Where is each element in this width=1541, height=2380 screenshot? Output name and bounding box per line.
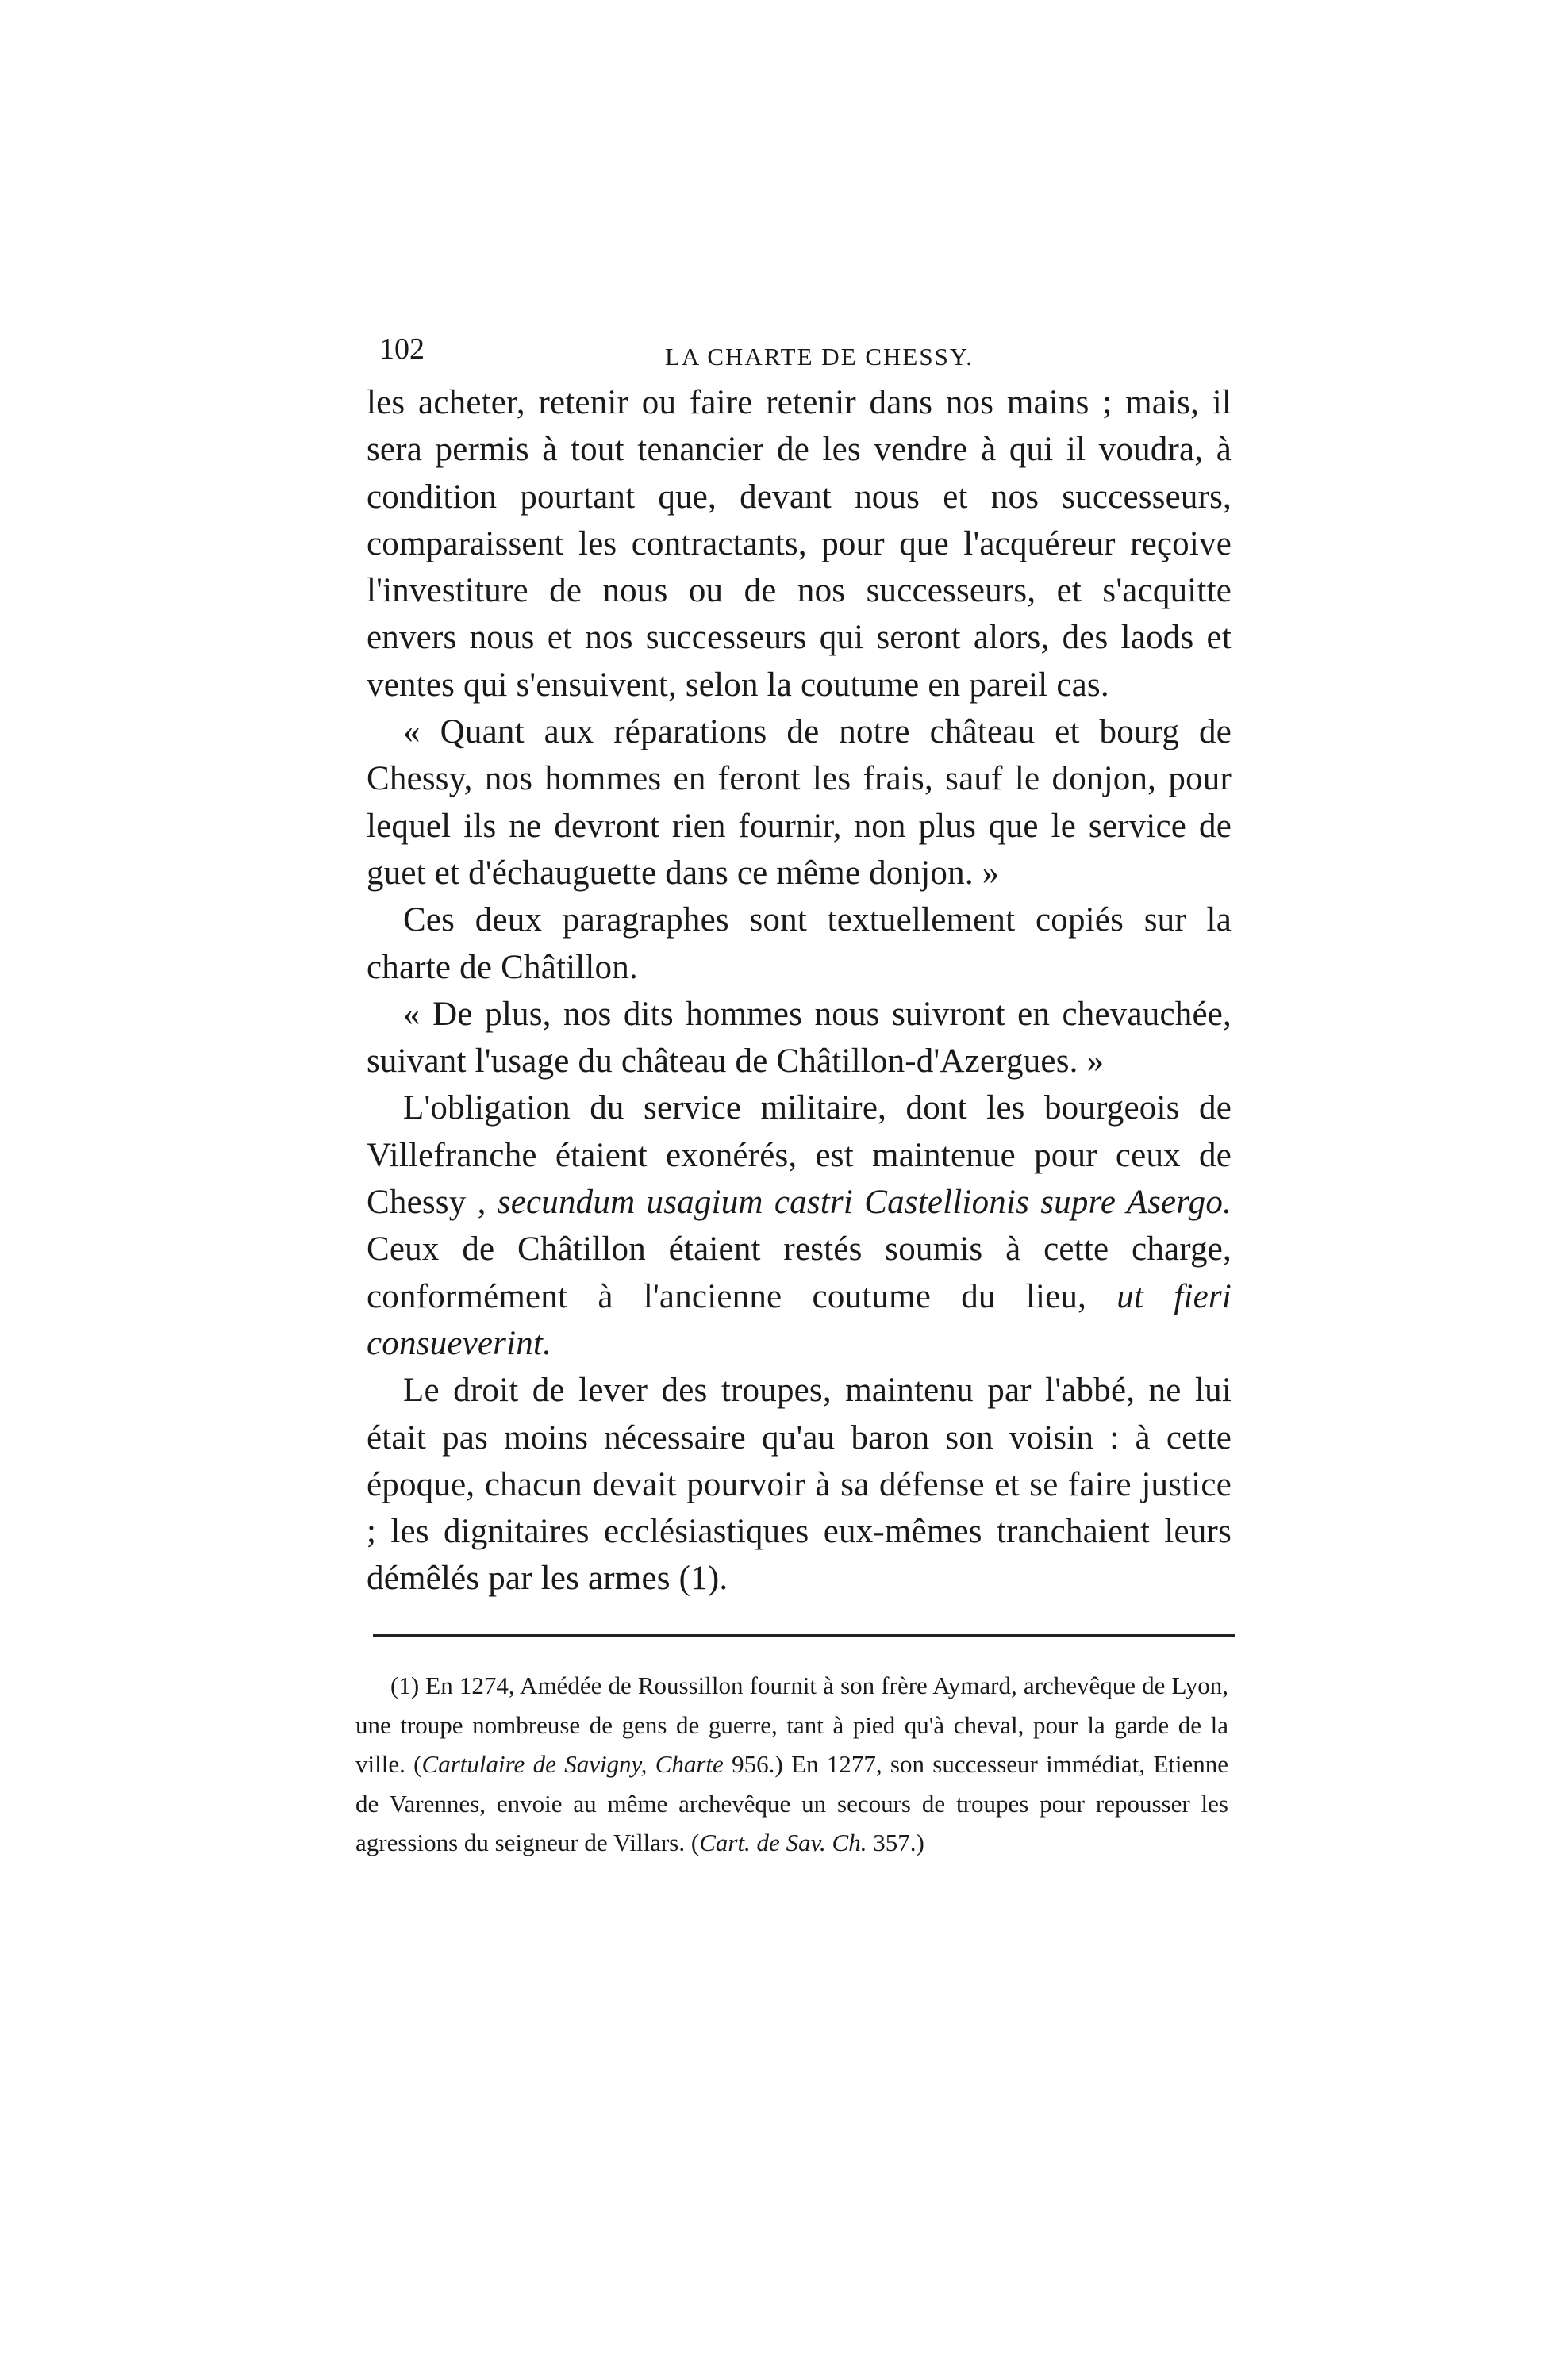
footnote-text-c: 956.) En 1277, son successeur immédiat, Etienne de Varennes, envoie au même archevêque un secours de troupes pour repousser les agressions du seigneur de Villars. ( xyxy=(355,1750,1229,1856)
footnote-citation-2: Cart. de Sav. Ch. xyxy=(699,1829,867,1856)
footnote-citation-1: Cartulaire de Savigny, Charte xyxy=(421,1750,724,1778)
footnote-text-e: 357.) xyxy=(867,1829,924,1856)
paragraph-5 xyxy=(367,1084,1232,1367)
latin-quote-1: secundum usagium castri Castellionis supre Asergo. xyxy=(497,1184,1232,1222)
running-title: LA CHARTE DE CHESSY. xyxy=(665,343,974,370)
paragraph-4: « De plus, nos dits hommes nous suivront en chevauchée, suivant l'usage du château de Châtillon-d'Azergues. » xyxy=(367,995,1232,1081)
page-number: 102 xyxy=(379,332,425,366)
paragraph-6: Le droit de lever des troupes, maintenu par l'abbé, ne lui était pas moins nécessaire qu'au baron son voisin : à cette époque, chacun devait pourvoir à sa défense et se faire justice ; les dignitaires ecclésiastiques eux-mêmes tranchaient leurs démêlés par les armes (1). xyxy=(367,1372,1232,1598)
paragraph-5-text-a: L'obligation du service militaire, dont les bourgeois de Villefranche étaient exonérés, est maintenue pour ceux de Chessy , xyxy=(367,1089,1232,1222)
paragraph-2: « Quant aux réparations de notre château et bourg de Chessy, nos hommes en feront les frais, sauf le donjon, pour lequel ils ne devront rien fournir, non plus que le service de guet et d'échauguette dans ce même donjon. » xyxy=(367,713,1232,892)
footnote xyxy=(355,1666,1228,1863)
footnote-text xyxy=(355,1666,1228,1863)
paragraph-1: les acheter, retenir ou faire retenir dans nos mains ; mais, il sera permis à tout tenancier de les vendre à qui il voudra, à condition pourtant que, devant nous et nos successeurs, comparaissent les contractants, pour que l'acquéreur reçoive l'investiture de nous ou de nos successeurs, et s'acquitte envers nous et nos successeurs qui seront alors, des laods et ventes qui s'ensuivent, selon la coutume en pareil cas. xyxy=(367,384,1232,704)
running-head xyxy=(379,332,1236,379)
paragraph-3: Ces deux paragraphes sont textuellement copiés sur la charte de Châtillon. xyxy=(367,901,1232,986)
paragraph-5-text-c: Ceux de Châtillon étaient restés soumis à cette charge, conformément à l'ancienne coutume du lieu, xyxy=(367,1230,1232,1315)
footnote-text-a: (1) En 1274, Amédée de Roussillon fournit à son frère Aymard, archevêque de Lyon, une troupe nombreuse de gens de guerre, tant à pied qu'à cheval, pour la garde de la ville. ( xyxy=(355,1672,1228,1778)
footnote-rule xyxy=(373,1634,1235,1637)
latin-quote-2: ut fieri consueverint. xyxy=(367,1277,1232,1362)
body-text xyxy=(367,379,1232,1603)
